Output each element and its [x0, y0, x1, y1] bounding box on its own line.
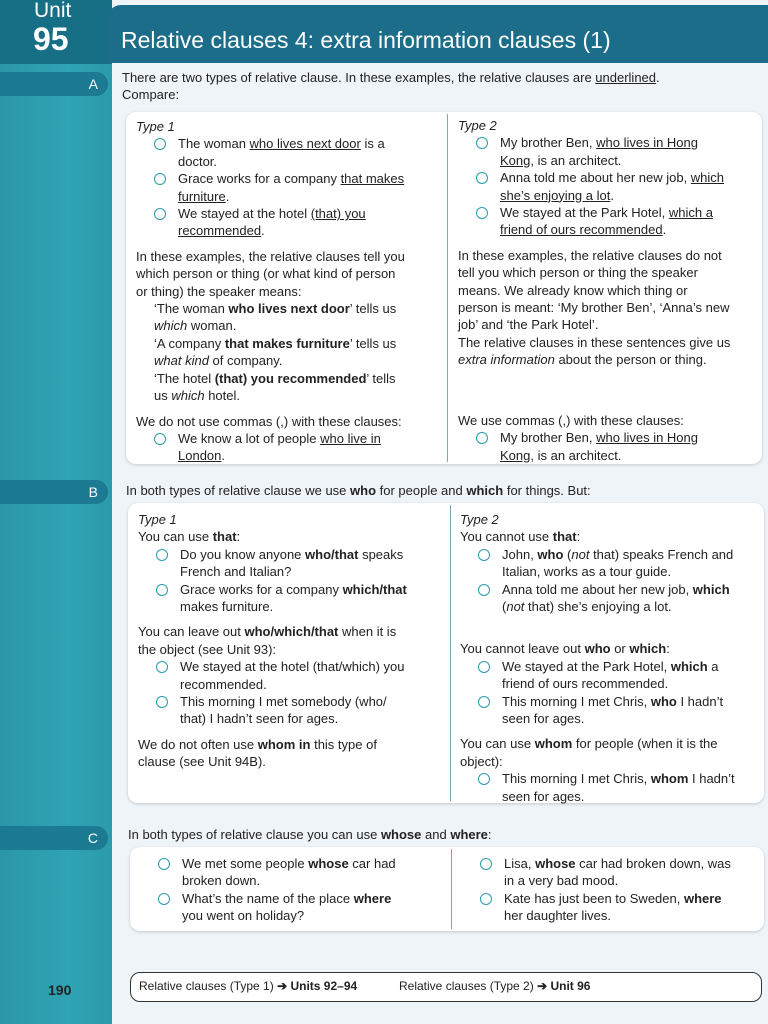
circle-bullet-icon — [478, 696, 490, 708]
example-item: We stayed at the hotel (that/which) you recommended. — [138, 658, 446, 693]
circle-bullet-icon — [478, 773, 490, 785]
example-item: We met some people whose car had broken down. — [140, 855, 446, 890]
example-item: Kate has just been to Sweden, where her daughter lives. — [462, 890, 762, 925]
example-item: We know a lot of people who live in London. — [136, 430, 440, 465]
section-tab-a: A — [0, 72, 108, 96]
title-bar — [107, 5, 768, 63]
example-item: This morning I met Chris, who I hadn’t seen for ages. — [460, 693, 764, 728]
section-tab-c: C — [0, 826, 108, 850]
circle-bullet-icon — [154, 433, 166, 445]
unit-number: 95 — [33, 21, 69, 57]
section-c-right — [462, 855, 762, 925]
section-b-type2: Type 2 You cannot use that: John, who (not that) speaks French and Italian, works as a tour guide. Anna told me about her new job, which (not that) she’s enjoying a lot. You cannot leave out who or which: We stayed at the Park Hotel, which a friend of ours recommended. This morning I met Chris, who I hadn’t seen for ages. You can use whom for people (when it is the object): This morning I met Chris, whom I hadn’t seen for ages. — [460, 511, 764, 805]
circle-bullet-icon — [156, 549, 168, 561]
circle-bullet-icon — [476, 207, 488, 219]
example-item: We stayed at the hotel (that) you recommended. — [136, 205, 440, 240]
example-item: This morning I met Chris, whom I hadn’t seen for ages. — [460, 770, 764, 805]
page-number: 190 — [48, 982, 72, 998]
unit-label: Unit — [34, 0, 72, 22]
example-item: What’s the name of the place where you went on holiday? — [140, 890, 446, 925]
left-color-band — [0, 0, 112, 1024]
example-item: We stayed at the Park Hotel, which a friend of ours recommended. — [458, 204, 758, 239]
example-item: Do you know anyone who/that speaks French and Italian? — [138, 546, 446, 581]
cross-ref-type1[interactable]: Relative clauses (Type 1) ➔ Units 92–94 — [139, 979, 358, 993]
circle-bullet-icon — [476, 432, 488, 444]
example-item: Anna told me about her new job, which she’s enjoying a lot. — [458, 169, 758, 204]
section-a-intro: There are two types of relative clause. In these examples, the relative clauses are underlined. Compare: — [122, 70, 660, 102]
example-item: Lisa, whose car had broken down, was in a very bad mood. — [462, 855, 762, 890]
circle-bullet-icon — [478, 584, 490, 596]
circle-bullet-icon — [156, 661, 168, 673]
section-c-left — [140, 855, 446, 925]
circle-bullet-icon — [480, 858, 492, 870]
circle-bullet-icon — [476, 137, 488, 149]
section-b-type1: Type 1 You can use that: Do you know anyone who/that speaks French and Italian? Grace works for a company which/that makes furniture. You can leave out who/which/that when it is the object (see Unit 93): We stayed at the hotel (that/which) you recommended. This morning I met somebody (who/ that) I hadn’t seen for ages. We do not often use whom in this type of clause (see Unit 94B). — [138, 511, 446, 771]
section-b-intro: In both types of relative clause we use who for people and which for things. But: — [126, 483, 591, 498]
cross-ref-type2[interactable]: Relative clauses (Type 2) ➔ Unit 96 — [399, 979, 591, 993]
circle-bullet-icon — [154, 173, 166, 185]
example-item: Anna told me about her new job, which (not that) she’s enjoying a lot. — [460, 581, 764, 616]
circle-bullet-icon — [158, 893, 170, 905]
circle-bullet-icon — [156, 696, 168, 708]
example-item: My brother Ben, who lives in Hong Kong, is an architect. — [458, 429, 758, 464]
circle-bullet-icon — [478, 661, 490, 673]
section-c-divider — [451, 849, 452, 929]
example-item: Grace works for a company that makes furniture. — [136, 170, 440, 205]
section-a-type1: Type 1 The woman who lives next door is a doctor. Grace works for a company that makes furniture. We stayed at the hotel (that) you recommended. In these examples, the relative clauses tell you which person or thing (or what kind of person or thing) the speaker means: ‘The woman who lives next door’ tells us which woman. ‘A company that makes furniture’ tells us what kind of company. ‘The hotel (that) you recommended’ tells us which hotel. We do not use commas (,) with these clauses: We know a lot of people who live in London. — [136, 118, 440, 465]
unit-badge — [0, 0, 112, 64]
arrow-right-icon: ➔ — [277, 979, 288, 993]
circle-bullet-icon — [476, 172, 488, 184]
section-tab-b: B — [0, 480, 108, 504]
example-item: The woman who lives next door is a doctor. — [136, 135, 440, 170]
section-a-divider — [447, 114, 448, 462]
section-b-divider — [450, 505, 451, 801]
circle-bullet-icon — [158, 858, 170, 870]
circle-bullet-icon — [480, 893, 492, 905]
example-item: My brother Ben, who lives in Hong Kong, is an architect. — [458, 134, 758, 169]
section-a-type2: Type 2 My brother Ben, who lives in Hong Kong, is an architect. Anna told me about her new job, which she’s enjoying a lot. We stayed at the Park Hotel, which a friend of ours recommended. In these examples, the relative clauses do not tell you which person or thing the speaker means. We already know which thing or person is meant: ‘My brother Ben’, ‘Anna’s new job’ and ‘the Park Hotel’. The relative clauses in these sentences give us extra information about the person or thing. We use commas (,) with these clauses: My brother Ben, who lives in Hong Kong, is an architect. — [458, 117, 758, 464]
section-c-intro: In both types of relative clause you can use whose and where: — [128, 827, 492, 842]
arrow-right-icon: ➔ — [537, 979, 548, 993]
circle-bullet-icon — [154, 208, 166, 220]
circle-bullet-icon — [156, 584, 168, 596]
circle-bullet-icon — [154, 138, 166, 150]
example-item: Grace works for a company which/that makes furniture. — [138, 581, 446, 616]
page-title: Relative clauses 4: extra information clauses (1) — [121, 27, 611, 53]
cross-reference-footer — [130, 972, 762, 1002]
circle-bullet-icon — [478, 549, 490, 561]
example-item: We stayed at the Park Hotel, which a friend of ours recommended. — [460, 658, 764, 693]
example-item: This morning I met somebody (who/ that) I hadn’t seen for ages. — [138, 693, 446, 728]
example-item: John, who (not that) speaks French and Italian, works as a tour guide. — [460, 546, 764, 581]
